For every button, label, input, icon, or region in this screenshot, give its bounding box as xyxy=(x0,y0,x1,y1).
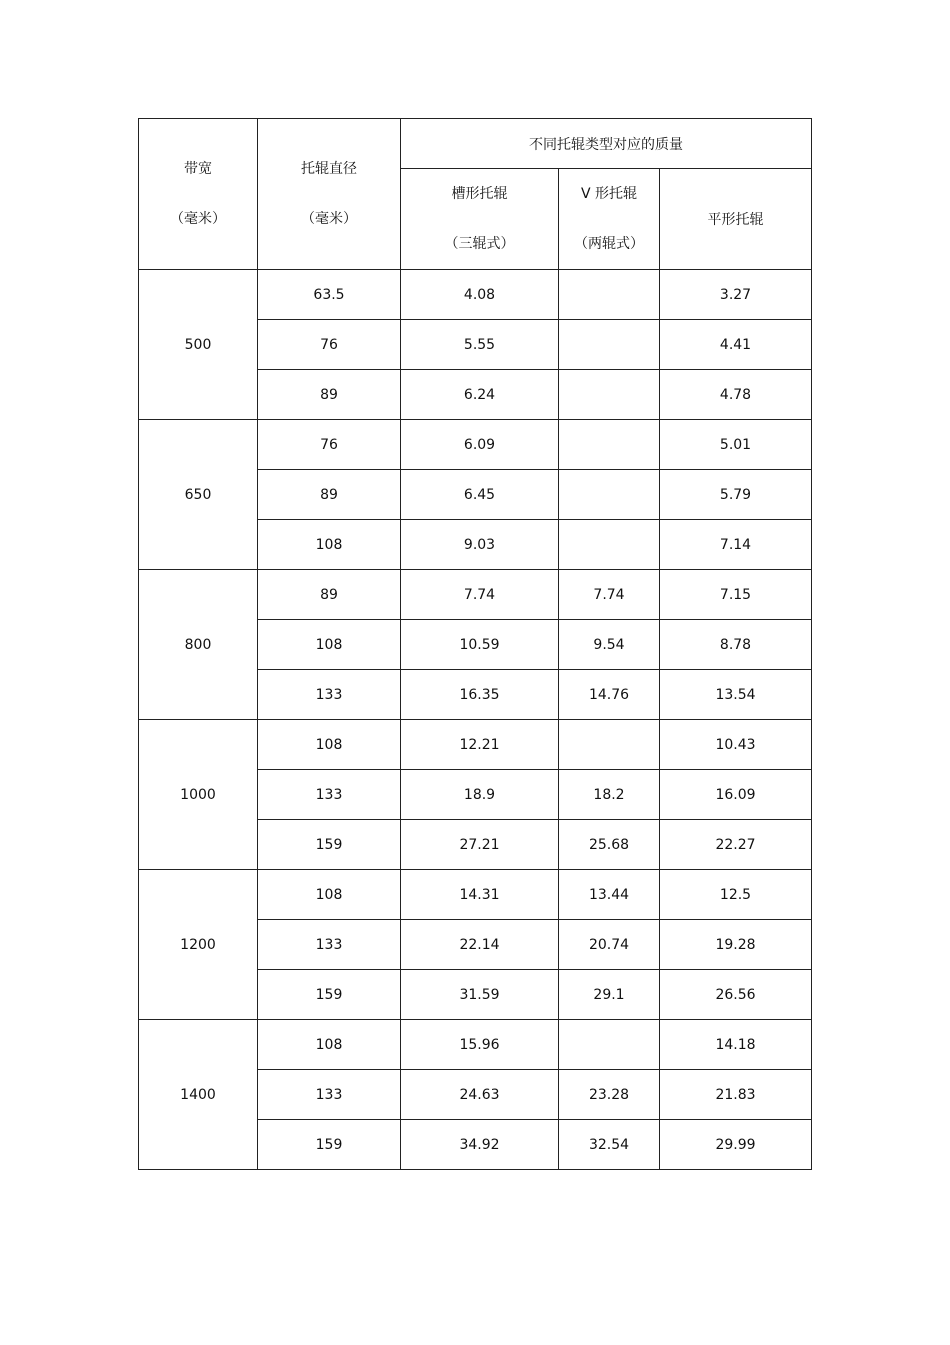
v-mass-cell xyxy=(559,720,660,770)
flat-mass-cell: 7.15 xyxy=(660,570,812,620)
flat-mass-cell: 7.14 xyxy=(660,520,812,570)
roller-diameter-cell: 133 xyxy=(258,670,401,720)
flat-mass-cell: 4.41 xyxy=(660,320,812,370)
roller-diameter-cell: 63.5 xyxy=(258,270,401,320)
table-row xyxy=(139,1020,812,1070)
v-mass-cell xyxy=(559,270,660,320)
v-mass-cell xyxy=(559,470,660,520)
roller-diameter-cell: 159 xyxy=(258,970,401,1020)
table-row xyxy=(139,270,812,320)
flat-mass-cell: 3.27 xyxy=(660,270,812,320)
v-mass-cell xyxy=(559,1020,660,1070)
v-mass-cell: 29.1 xyxy=(559,970,660,1020)
table-row xyxy=(139,720,812,770)
header-trough-roller-label: 槽形托辊 xyxy=(451,186,508,202)
roller-diameter-cell: 76 xyxy=(258,420,401,470)
trough-mass-cell: 12.21 xyxy=(401,720,559,770)
v-mass-cell: 9.54 xyxy=(559,620,660,670)
header-belt-width-label: 带宽 xyxy=(184,161,212,177)
trough-mass-cell: 6.09 xyxy=(401,420,559,470)
roller-diameter-cell: 108 xyxy=(258,720,401,770)
v-mass-cell: 32.54 xyxy=(559,1120,660,1170)
flat-mass-cell: 26.56 xyxy=(660,970,812,1020)
v-mass-cell xyxy=(559,520,660,570)
roller-weight-table xyxy=(138,118,812,1170)
trough-mass-cell: 34.92 xyxy=(401,1120,559,1170)
flat-mass-cell: 14.18 xyxy=(660,1020,812,1070)
trough-mass-cell: 7.74 xyxy=(401,570,559,620)
header-trough-roller-sub: （三辊式） xyxy=(444,236,515,252)
belt-width-cell: 500 xyxy=(139,270,258,420)
header-belt-width-unit: （毫米） xyxy=(170,211,226,227)
belt-width-cell: 1400 xyxy=(139,1020,258,1170)
v-mass-cell: 13.44 xyxy=(559,870,660,920)
flat-mass-cell: 22.27 xyxy=(660,820,812,870)
trough-mass-cell: 14.31 xyxy=(401,870,559,920)
belt-width-cell: 1000 xyxy=(139,720,258,870)
flat-mass-cell: 13.54 xyxy=(660,670,812,720)
v-mass-cell xyxy=(559,370,660,420)
trough-mass-cell: 9.03 xyxy=(401,520,559,570)
v-mass-cell: 7.74 xyxy=(559,570,660,620)
trough-mass-cell: 10.59 xyxy=(401,620,559,670)
table-row xyxy=(139,420,812,470)
header-roller-diameter xyxy=(258,119,401,270)
v-mass-cell: 18.2 xyxy=(559,770,660,820)
roller-diameter-cell: 89 xyxy=(258,470,401,520)
v-mass-cell xyxy=(559,320,660,370)
header-v-roller-sub: （两辊式） xyxy=(574,236,644,252)
roller-diameter-cell: 133 xyxy=(258,1070,401,1120)
v-mass-cell: 20.74 xyxy=(559,920,660,970)
header-belt-width xyxy=(139,119,258,270)
roller-diameter-cell: 108 xyxy=(258,870,401,920)
trough-mass-cell: 24.63 xyxy=(401,1070,559,1120)
header-trough-roller xyxy=(401,169,559,270)
flat-mass-cell: 19.28 xyxy=(660,920,812,970)
trough-mass-cell: 22.14 xyxy=(401,920,559,970)
roller-diameter-cell: 133 xyxy=(258,770,401,820)
flat-mass-cell: 16.09 xyxy=(660,770,812,820)
header-mass-group: 不同托辊类型对应的质量 xyxy=(401,119,812,169)
trough-mass-cell: 4.08 xyxy=(401,270,559,320)
trough-mass-cell: 16.35 xyxy=(401,670,559,720)
flat-mass-cell: 5.01 xyxy=(660,420,812,470)
flat-mass-cell: 4.78 xyxy=(660,370,812,420)
v-mass-cell: 23.28 xyxy=(559,1070,660,1120)
trough-mass-cell: 5.55 xyxy=(401,320,559,370)
roller-diameter-cell: 108 xyxy=(258,620,401,670)
belt-width-cell: 1200 xyxy=(139,870,258,1020)
header-flat-roller: 平形托辊 xyxy=(660,169,812,270)
trough-mass-cell: 6.24 xyxy=(401,370,559,420)
trough-mass-cell: 6.45 xyxy=(401,470,559,520)
header-roller-diameter-label: 托辊直径 xyxy=(301,161,357,177)
table-header xyxy=(139,119,812,270)
v-mass-cell: 25.68 xyxy=(559,820,660,870)
trough-mass-cell: 31.59 xyxy=(401,970,559,1020)
flat-mass-cell: 5.79 xyxy=(660,470,812,520)
flat-mass-cell: 21.83 xyxy=(660,1070,812,1120)
v-mass-cell xyxy=(559,420,660,470)
table-body xyxy=(139,270,812,1170)
belt-width-cell: 650 xyxy=(139,420,258,570)
header-v-roller-label: V 形托辊 xyxy=(580,186,638,202)
table-row xyxy=(139,570,812,620)
roller-diameter-cell: 159 xyxy=(258,820,401,870)
roller-diameter-cell: 89 xyxy=(258,370,401,420)
header-roller-diameter-unit: （毫米） xyxy=(301,211,357,227)
roller-diameter-cell: 108 xyxy=(258,1020,401,1070)
header-v-roller xyxy=(559,169,660,270)
roller-diameter-cell: 159 xyxy=(258,1120,401,1170)
roller-diameter-cell: 89 xyxy=(258,570,401,620)
table-row xyxy=(139,870,812,920)
flat-mass-cell: 12.5 xyxy=(660,870,812,920)
v-mass-cell: 14.76 xyxy=(559,670,660,720)
flat-mass-cell: 29.99 xyxy=(660,1120,812,1170)
belt-width-cell: 800 xyxy=(139,570,258,720)
roller-diameter-cell: 133 xyxy=(258,920,401,970)
trough-mass-cell: 27.21 xyxy=(401,820,559,870)
trough-mass-cell: 15.96 xyxy=(401,1020,559,1070)
flat-mass-cell: 8.78 xyxy=(660,620,812,670)
roller-diameter-cell: 108 xyxy=(258,520,401,570)
flat-mass-cell: 10.43 xyxy=(660,720,812,770)
roller-diameter-cell: 76 xyxy=(258,320,401,370)
trough-mass-cell: 18.9 xyxy=(401,770,559,820)
